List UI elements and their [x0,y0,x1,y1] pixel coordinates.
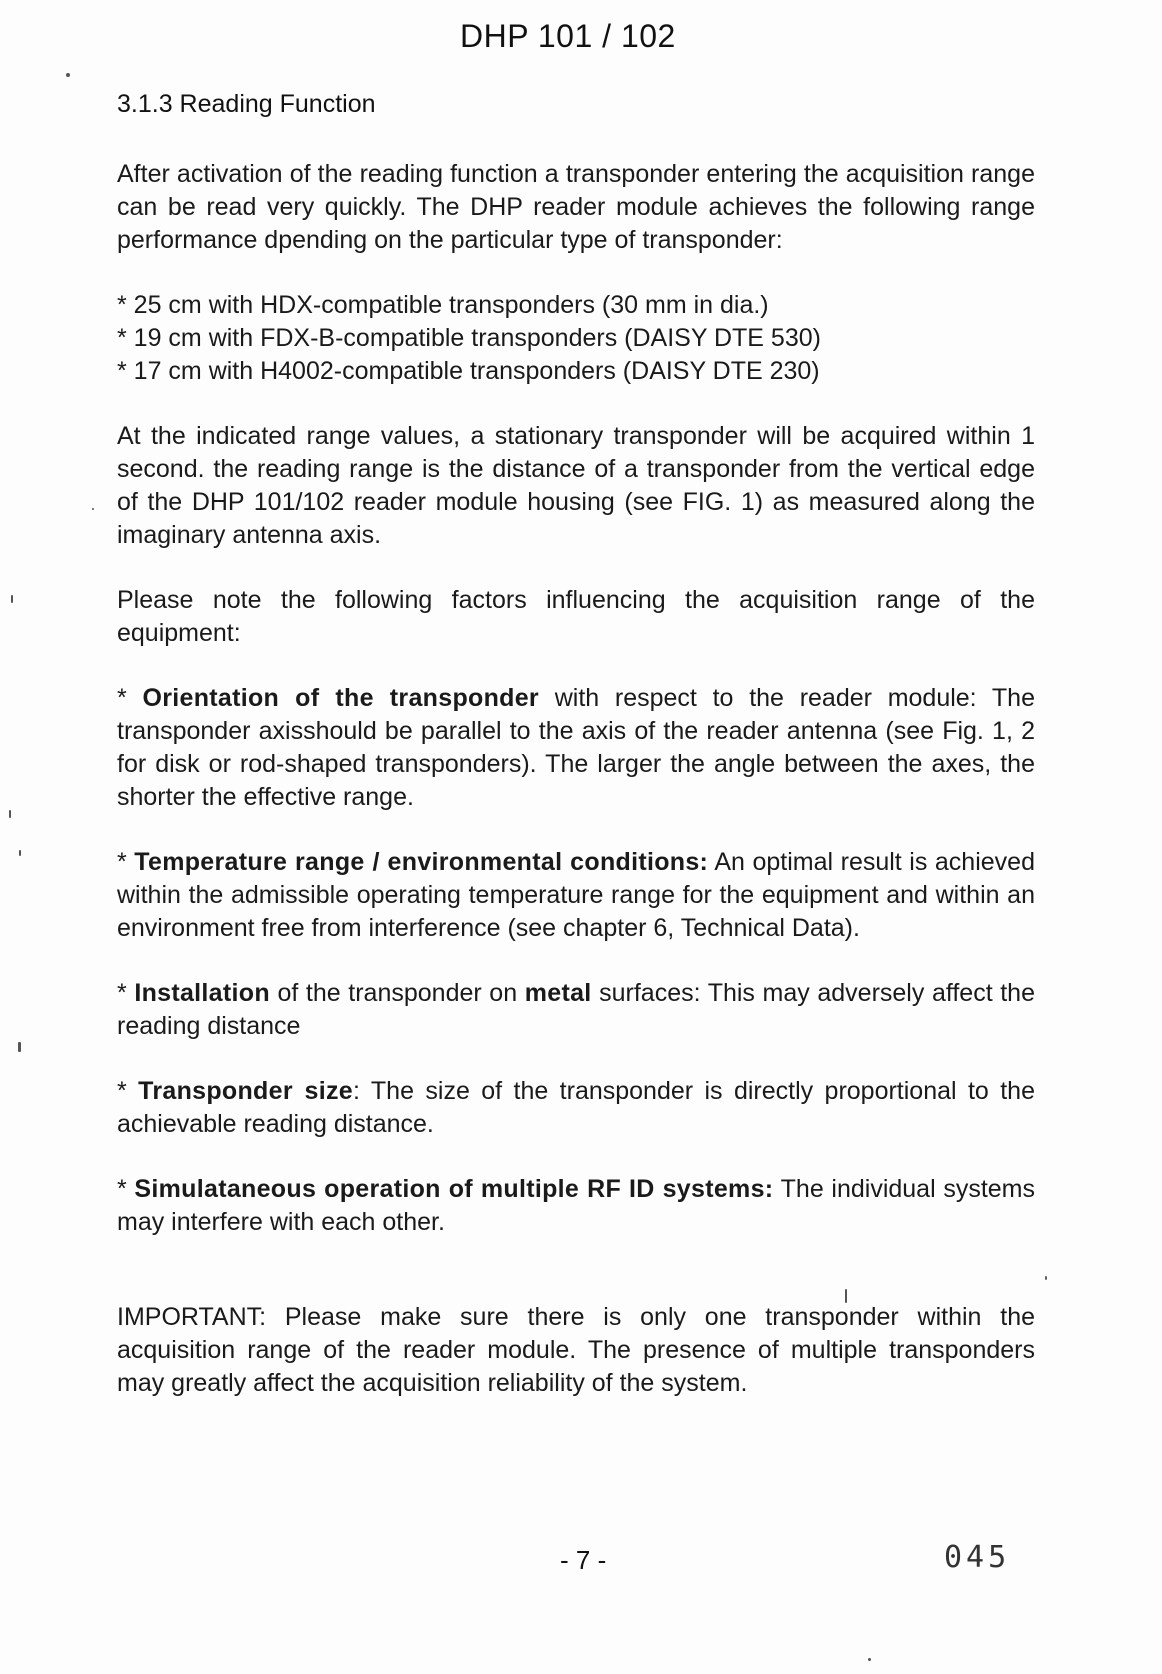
scan-speck [11,595,13,603]
scan-speck [9,810,11,818]
factor-installation-mid: of the transponder on [269,979,525,1007]
range-item-fdx-b: * 19 cm with FDX-B-compatible transponders (DAISY DTE 530) [117,324,821,352]
factor-size-prefix: * [117,1077,139,1105]
range-list [117,289,1035,388]
section-heading: 3.1.3 Reading Function [117,90,376,118]
factor-orientation-text: with respect to the reader module: The transponder axisshould be parallel to the axis of the reader antenna (see Fig. 1, 2 for disk or rod-shaped transponders). The larger the angle between the axes, the shorter the effective range. [117,684,1035,811]
factor-orientation-label: Orientation of the transponder [142,684,539,712]
factor-multiple-label: Simulataneous operation of multiple RF ID systems: [134,1175,774,1203]
factor-temperature-label: Temperature range / environmental conditions: [134,848,709,876]
scan-speck [868,1658,871,1661]
factor-multiple-text: The individual systems may interfere with each other. [117,1175,1035,1236]
factor-size [117,1075,1035,1141]
intro-paragraph: After activation of the reading function a transponder entering the acquisition range can be read very quickly. The DHP reader module achieves the following range performance dpending on the particular type of transponder: [117,160,1035,254]
range-item-hdx: * 25 cm with HDX-compatible transponders (30 mm in dia.) [117,291,769,319]
range-note-paragraph: At the indicated range values, a stationary transponder will be acquired within 1 second. the reading range is the distance of a transponder from the vertical edge of the DHP 101/102 reader module housing (see FIG. 1) as measured along the imaginary antenna axis. [117,422,1035,549]
range-item-h4002: * 17 cm with H4002-compatible transponders (DAISY DTE 230) [117,357,820,385]
factor-temperature [117,846,1035,945]
factor-installation-label: Installation [134,979,270,1007]
factors-intro-paragraph: Please note the following factors influencing the acquisition range of the equipment: [117,586,1035,647]
scan-speck [1045,1276,1047,1280]
factor-temperature-prefix: * [117,848,135,876]
factor-orientation [117,682,1035,814]
factor-orientation-prefix: * [117,684,143,712]
important-notice: IMPORTANT: Please make sure there is only one transponder within the acquisition range of the reader module. The presence of multiple transponders may greatly affect the acquisition reliability of the system. [117,1303,1035,1397]
factor-size-text: : The size of the transponder is directly proportional to the achievable reading distance. [117,1077,1035,1138]
scan-speck [92,508,94,510]
factor-installation-metal: metal [524,979,592,1007]
page-number: - 7 - [560,1545,607,1575]
factor-multiple-prefix: * [117,1175,135,1203]
scan-speck [845,1289,847,1303]
factor-size-label: Transponder size [138,1077,354,1105]
page-header-title: DHP 101 / 102 [460,18,676,54]
factor-multiple-systems [117,1173,1035,1239]
scan-speck [18,1042,21,1052]
factor-installation-text: surfaces: This may adversely affect the reading distance [117,979,1035,1040]
scan-speck [19,850,21,856]
document-id-stamp: 045 [944,1540,1011,1575]
scan-speck [66,73,70,77]
page-content [117,158,1035,1400]
factor-temperature-text: An optimal result is achieved within the admissible operating temperature range for the equipment and within an environment free from interference (see chapter 6, Technical Data). [117,848,1035,942]
factor-installation-prefix: * [117,979,135,1007]
factor-installation [117,977,1035,1043]
